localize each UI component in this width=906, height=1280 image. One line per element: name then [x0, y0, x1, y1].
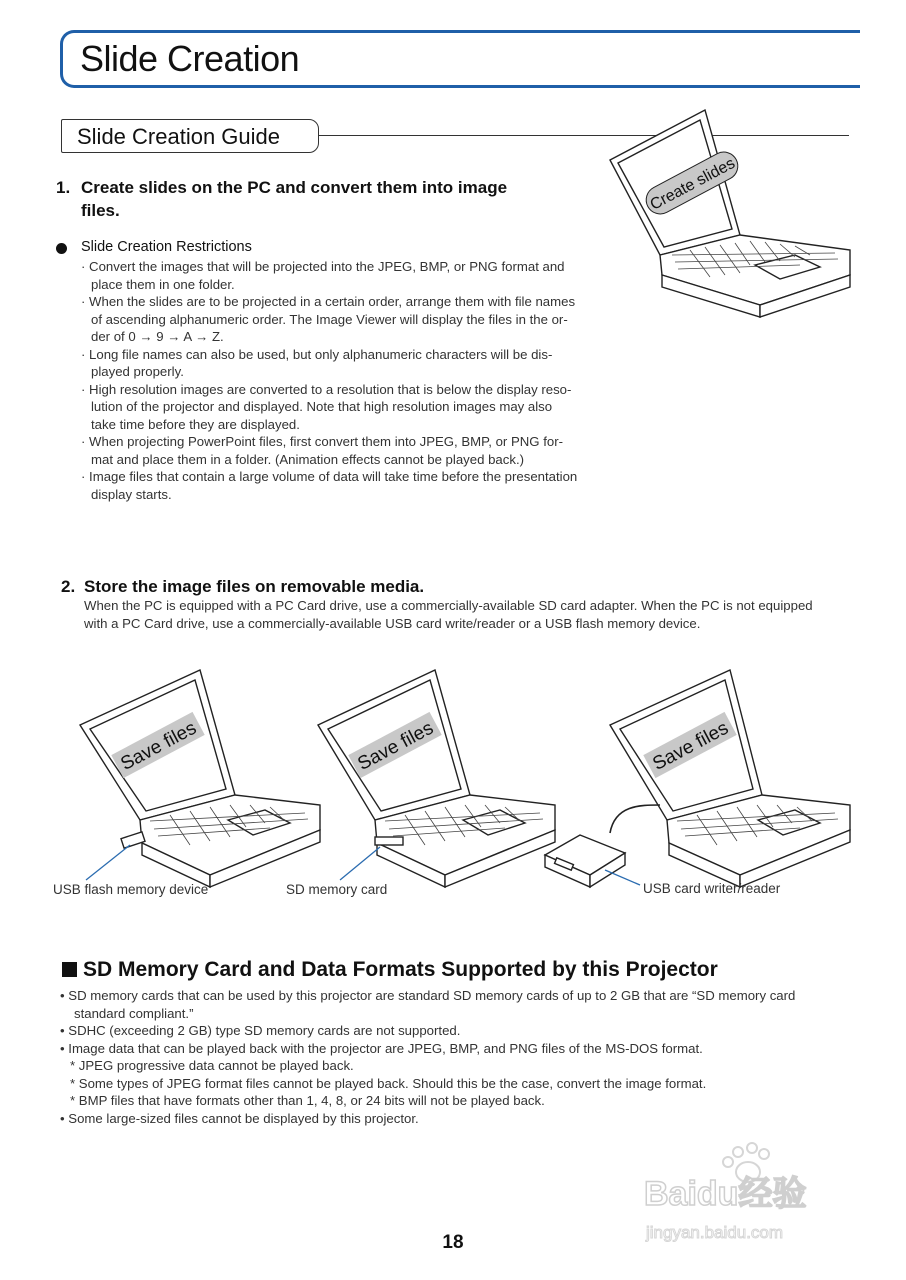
- sd-section-heading: SD Memory Card and Data Formats Supported by this Projector: [62, 958, 718, 982]
- page-number: 18: [442, 1232, 464, 1253]
- laptop-usb: [80, 670, 320, 887]
- step1-number: 1.: [56, 178, 71, 197]
- laptop-label-save-1: Save files: [117, 717, 201, 775]
- laptop-sd: [318, 670, 555, 887]
- step2-body: When the PC is equipped with a PC Card drive, use a commercially-available SD card adapter. When the PC is not equipped with a PC Card drive, use a commercially-available USB card write/reader or a USB flash memory device.: [84, 598, 813, 631]
- step2-title: Store the image files on removable media.: [84, 577, 425, 596]
- laptop-label-save-3: Save files: [649, 717, 733, 775]
- restriction-item: · Long file names can also be used, but only alphanumeric characters will be dis- played properly.: [81, 346, 553, 379]
- section-title-guide: Slide Creation Guide: [77, 124, 281, 149]
- step2-number: 2.: [61, 577, 76, 596]
- restriction-item: · Convert the images that will be projected into the JPEG, BMP, or PNG format and place them in one folder.: [81, 259, 565, 292]
- laptop-create-slides-illustration: [600, 105, 860, 320]
- restriction-item: · High resolution images are converted to a resolution that is below the display reso- lution of the projector and displayed. Note that high resolution images may also take time before they are displayed.: [81, 381, 572, 432]
- restriction-item: · When the slides are to be projected in a certain order, arrange them with file names of ascending alphanumeric order. The Image Viewer will display the files in the or- der of 0 → 9 → A → Z.: [81, 294, 576, 344]
- caption-sd-card: SD memory card: [286, 882, 388, 897]
- watermark-logo: Baidu经验: [644, 1175, 807, 1213]
- restrictions-list: [81, 258, 601, 503]
- watermark-url: jingyan.baidu.com: [646, 1223, 784, 1242]
- sd-line: * BMP files that have formats other than 1, 4, 8, or 24 bits will not be played back.: [70, 1093, 545, 1108]
- restriction-item: · Image files that contain a large volume of data will take time before the presentation display starts.: [81, 469, 578, 502]
- sd-line: * Some types of JPEG format files cannot be played back. Should this be the case, convert the image format.: [70, 1075, 707, 1091]
- step1-title-line2: files.: [81, 201, 120, 220]
- sd-line: • Image data that can be played back with the projector are JPEG, BMP, and PNG files of the MS-DOS format.: [60, 1040, 703, 1056]
- restrictions-title: Slide Creation Restrictions: [81, 239, 252, 255]
- sd-line: • SDHC (exceeding 2 GB) type SD memory cards are not supported.: [60, 1023, 461, 1038]
- page-title: Slide Creation: [80, 38, 300, 79]
- caption-usb-flash: USB flash memory device: [53, 882, 209, 897]
- laptop-label-create: Create slides: [647, 154, 738, 214]
- step1-title-line1: Create slides on the PC and convert them into image: [81, 178, 508, 197]
- sd-line: standard compliant.”: [74, 1005, 194, 1021]
- sd-section-list: [60, 987, 860, 1127]
- sd-line: * JPEG progressive data cannot be played back.: [70, 1058, 354, 1073]
- laptop-label-save-2: Save files: [354, 717, 438, 775]
- laptop-card-writer: [545, 670, 850, 887]
- restriction-bullet-icon: [56, 241, 67, 259]
- square-bullet-icon: [62, 962, 77, 977]
- storage-media-illustrations: [50, 665, 860, 905]
- restriction-item: · When projecting PowerPoint files, first convert them into JPEG, BMP, or PNG for- mat and place them in a folder. (Animation effects cannot be played back.): [81, 434, 564, 467]
- sd-line: • Some large-sized files cannot be displayed by this projector.: [60, 1110, 419, 1126]
- sd-line: • SD memory cards that can be used by this projector are standard SD memory cards of up to 2 GB that are “SD memory card: [60, 988, 796, 1003]
- caption-card-writer: USB card writer/reader: [643, 881, 781, 896]
